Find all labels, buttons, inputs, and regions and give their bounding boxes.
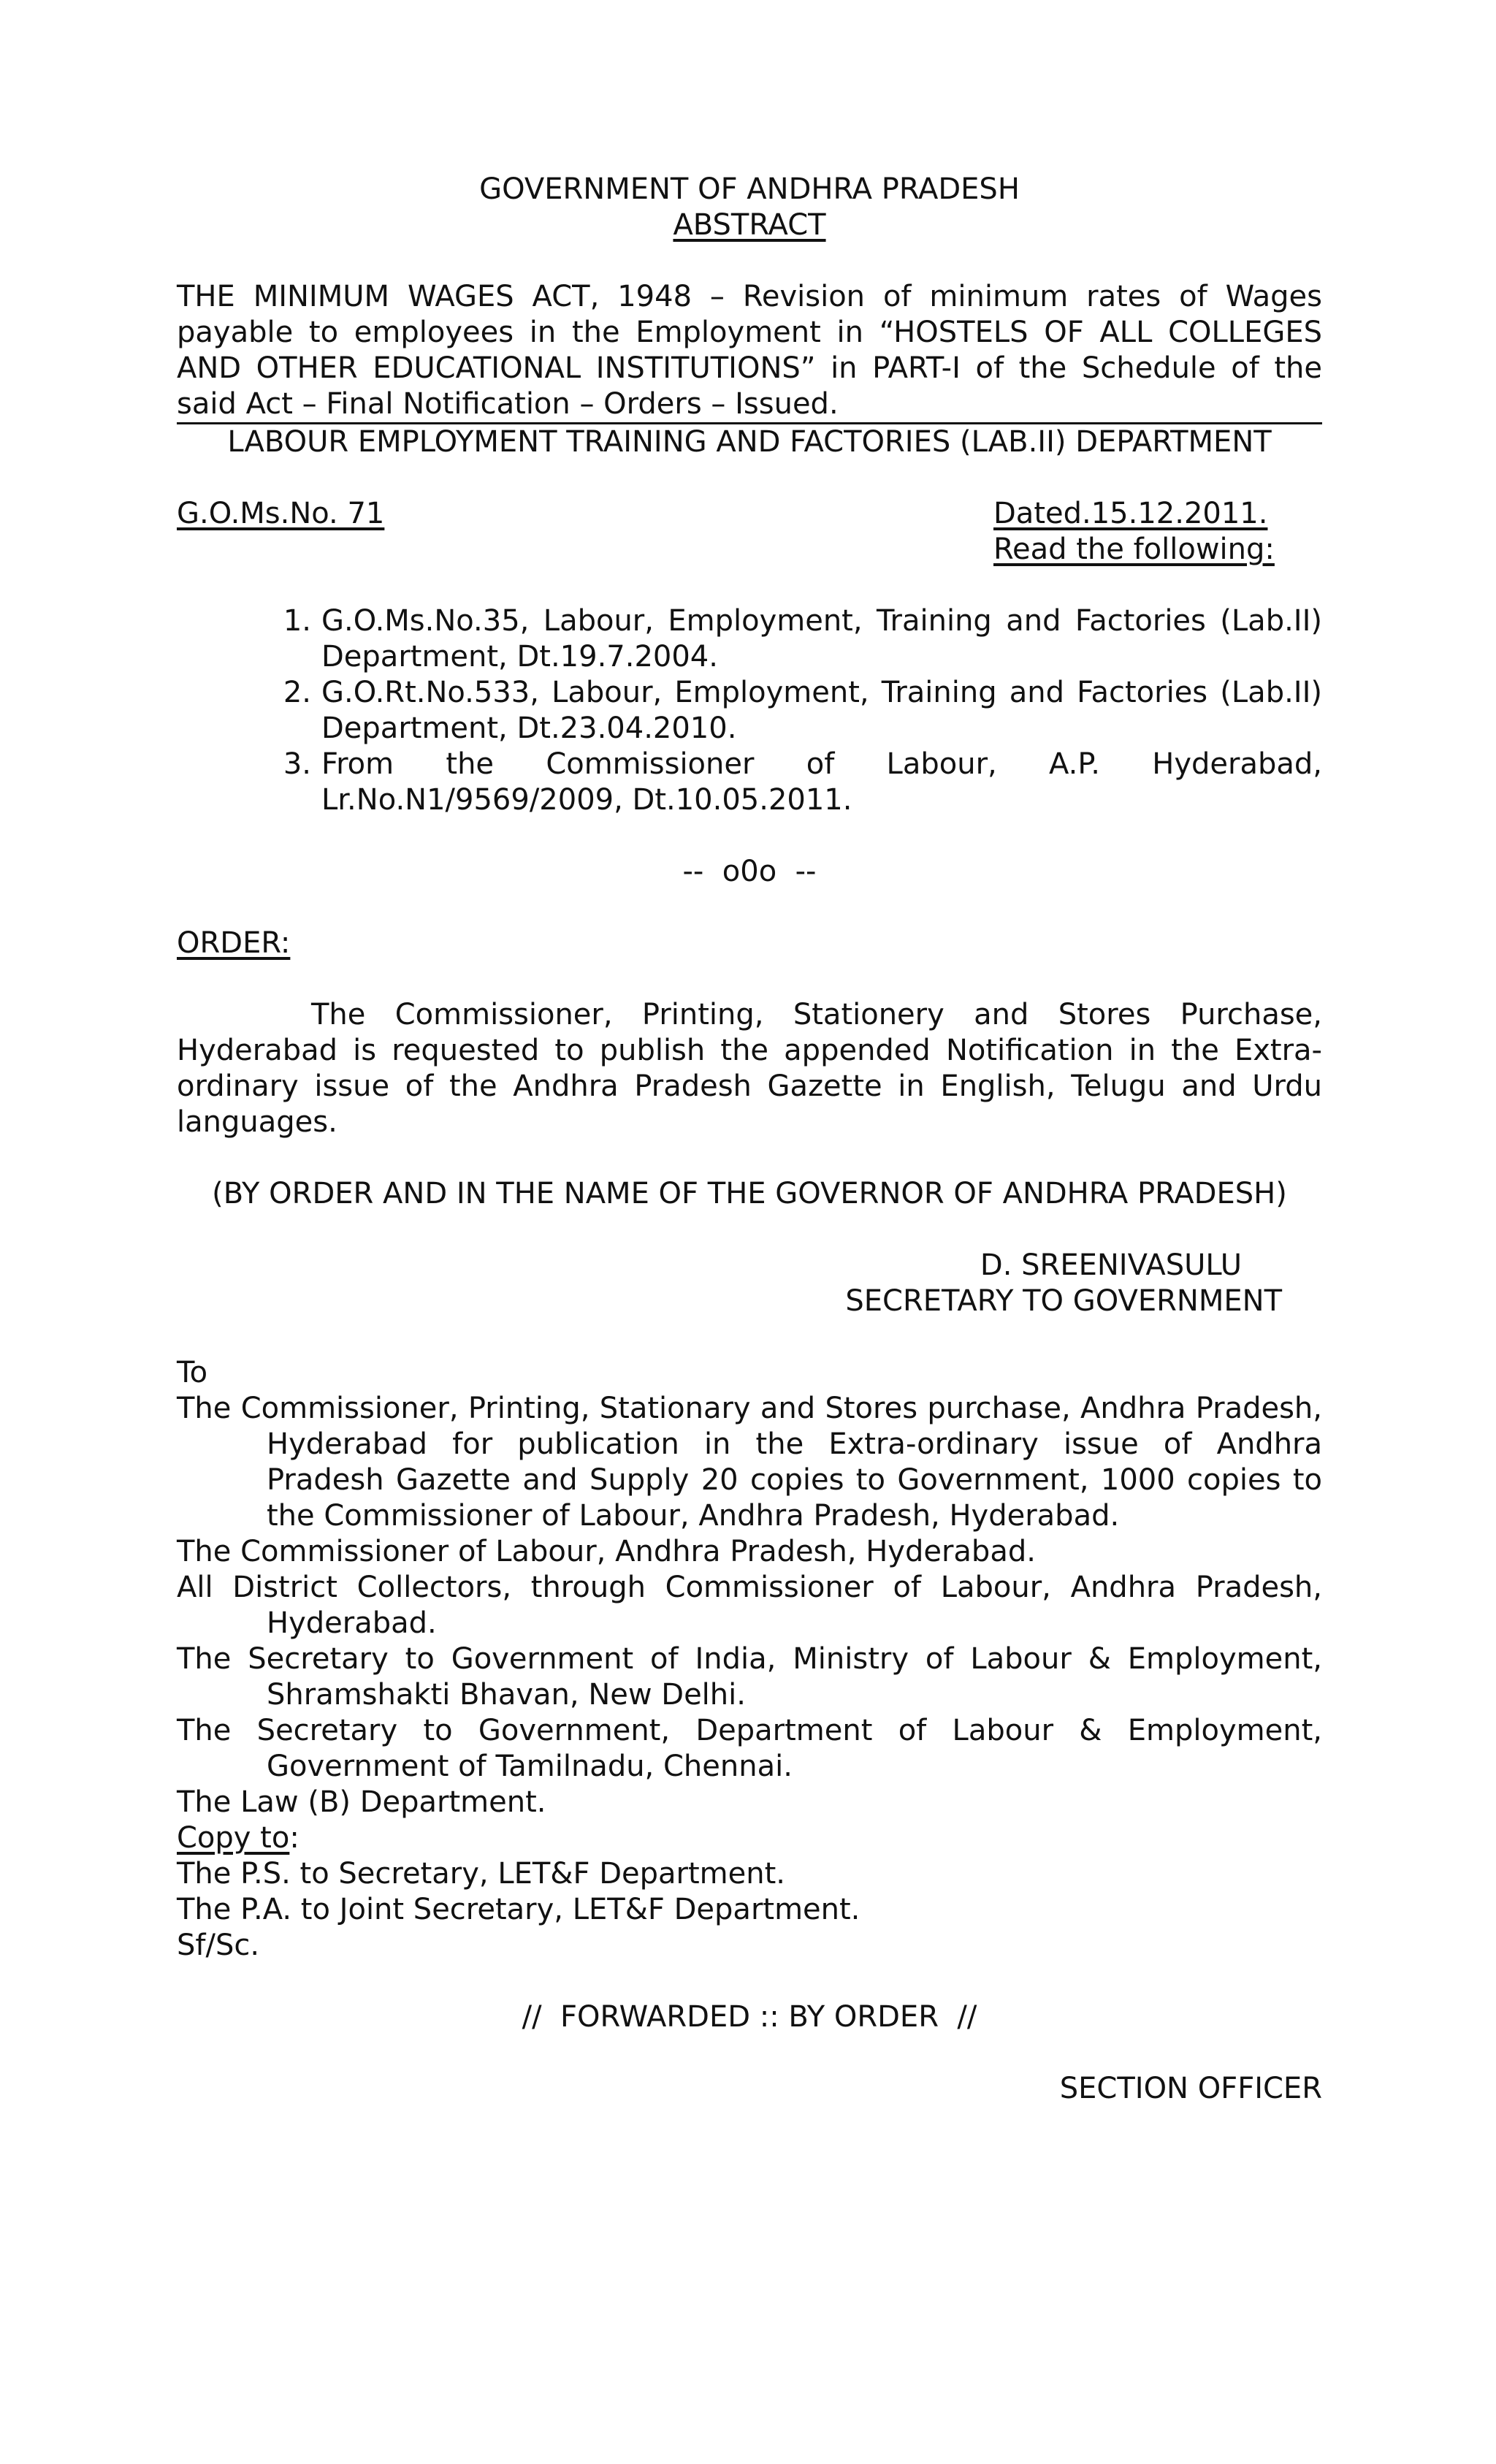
subject-block [177,279,1322,424]
order-heading: ORDER: [177,926,291,960]
reference-number: 3. [283,747,311,781]
reference-text: From the Commissioner of Labour, A.P. Hyderabad, Lr.No.N1/9569/2009, Dt.10.05.2011. [321,747,1322,817]
references-list [177,603,1322,818]
reference-text: G.O.Ms.No.35, Labour, Employment, Training and Factories (Lab.II) Department, Dt.19.7.2004. [321,604,1322,674]
addressee: The Secretary to Government of India, Ministry of Labour & Employment, Shramshakti Bhavan, New Delhi. [177,1642,1322,1712]
by-order-line: (BY ORDER AND IN THE NAME OF THE GOVERNOR OF ANDHRA PRADESH) [212,1177,1287,1210]
copy-recipient: The P.S. to Secretary, LET&F Department. [177,1857,785,1891]
separator: -- o0o -- [682,855,817,888]
addressee: All District Collectors, through Commissioner of Labour, Andhra Pradesh, Hyderabad. [177,1571,1322,1640]
addressee: The Secretary to Government, Department of Labour & Employment, Government of Tamilnadu, Chennai. [177,1714,1322,1783]
reference-number: 2. [283,676,311,709]
reference-text: G.O.Rt.No.533, Labour, Employment, Training and Factories (Lab.II) Department, Dt.23.04.2010. [321,676,1322,745]
addressee: The Commissioner, Printing, Stationary and Stores purchase, Andhra Pradesh, Hyderabad for publication in the Extra-ordinary issue of Andhra Pradesh Gazette and Supply 20 copies to Government, 1000 copies to the Commissioner of Labour, Andhra Pradesh, Hyderabad. [177,1392,1322,1533]
reference-item [177,747,1322,818]
to-label: To [177,1356,208,1389]
addressee: The Law (B) Department. [177,1785,546,1819]
copy-recipient: Sf/Sc. [177,1929,260,1962]
go-number: G.O.Ms.No. 71 [177,497,385,530]
subject-text: THE MINIMUM WAGES ACT, 1948 – Revision of minimum rates of Wages payable to employees in the Employment in “HOSTELS OF ALL COLLEGES AND OTHER EDUCATIONAL INSTITUTIONS” in PART-I of the Schedule of the said Act – Final Notification – Orders – Issued. [177,280,1322,421]
abstract-heading: ABSTRACT [673,208,826,242]
department-name: LABOUR EMPLOYMENT TRAINING AND FACTORIES (LAB.II) DEPARTMENT [227,425,1272,459]
government-title: GOVERNMENT OF ANDHRA PRADESH [479,172,1020,206]
read-following-label: Read the following: [993,533,1275,566]
signatory-name: D. SREENIVASULU [980,1248,1242,1282]
order-date: Dated.15.12.2011. [993,497,1268,530]
reference-item [177,603,1322,675]
signature-block [177,1248,1322,1319]
reference-item [177,675,1322,747]
copy-to-label: Copy to [177,1821,290,1855]
reference-number: 1. [283,604,311,638]
addressee: The Commissioner of Labour, Andhra Pradesh, Hyderabad. [177,1535,1036,1568]
forwarded-line: // FORWARDED :: BY ORDER // [522,2000,977,2034]
copy-recipient: The P.A. to Joint Secretary, LET&F Department. [177,1893,860,1926]
government-order-page [177,172,1322,2107]
order-body: The Commissioner, Printing, Stationery and Stores Purchase, Hyderabad is requested to publish the appended Notification in the Extra-ordinary issue of the Andhra Pradesh Gazette in English, Telugu and Urdu languages. [177,998,1322,1139]
copy-to-row: Copy to: [177,1821,299,1855]
signatory-designation: SECRETARY TO GOVERNMENT [845,1284,1282,1318]
section-officer: SECTION OFFICER [1059,2072,1322,2105]
go-number-row [177,496,1322,568]
